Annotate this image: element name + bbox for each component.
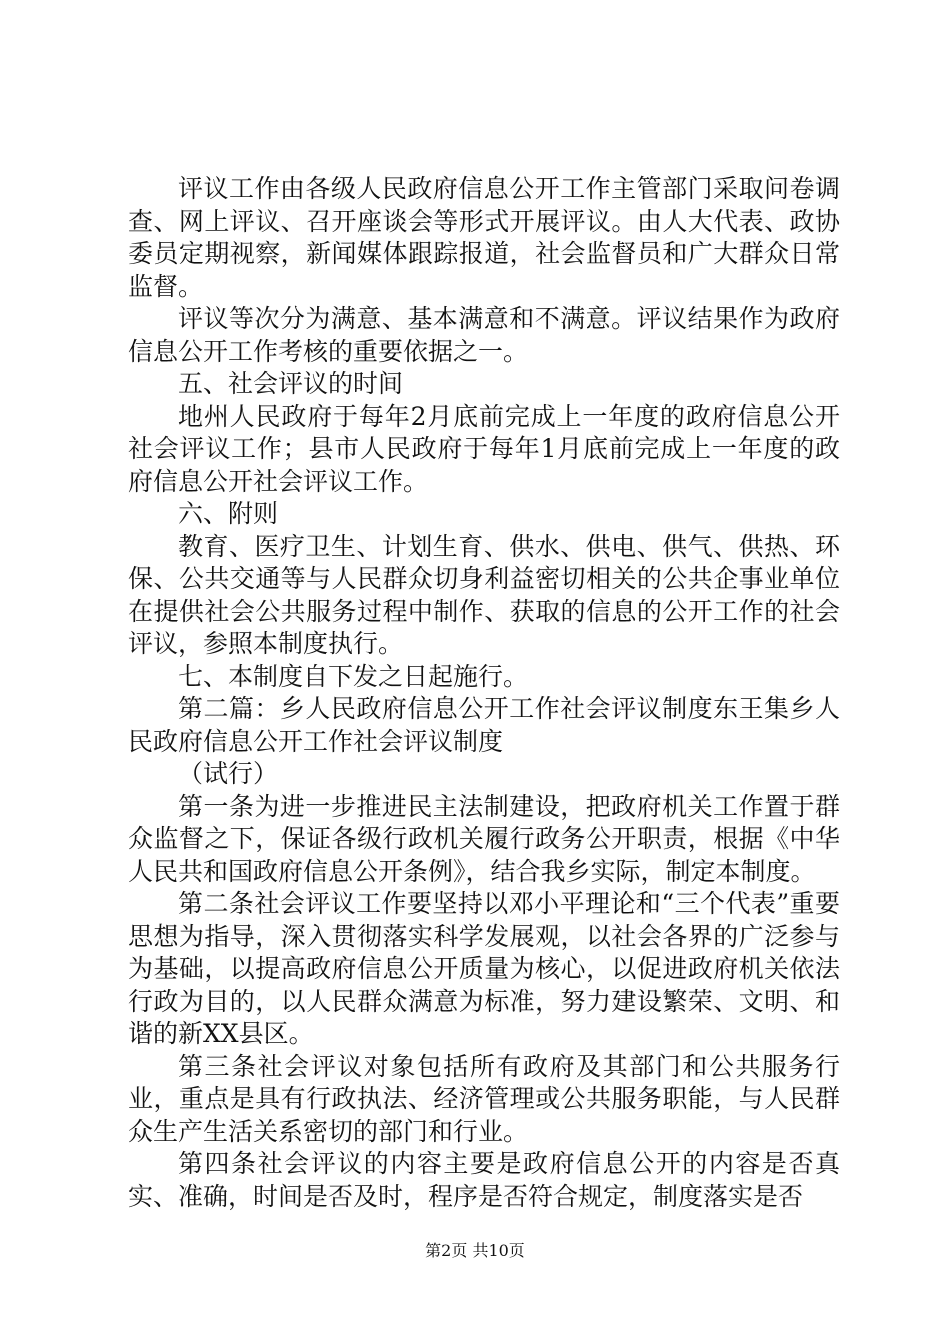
section-heading: 五、社会评议的时间 bbox=[178, 369, 404, 398]
page-number: 第2页 共10页 bbox=[425, 1241, 525, 1260]
paragraph: 第一条为进一步推进民主法制建设，把政府机关工作置于群众监督之下，保证各级行政机关履行政务公开职责，根据《中华人民共和国政府信息公开条例》，结合我乡实际，制定本制度。 bbox=[128, 791, 840, 886]
document-body bbox=[128, 173, 840, 1213]
paragraph: 地州人民政府于每年2月底前完成上一年度的政府信息公开社会评议工作；县市人民政府于每年1月底前完成上一年度的政府信息公开社会评议工作。 bbox=[128, 401, 840, 496]
section-heading: 六、附则 bbox=[178, 499, 279, 528]
paragraph: 教育、医疗卫生、计划生育、供水、供电、供气、供热、环保、公共交通等与人民群众切身利益密切相关的公共企事业单位在提供社会公共服务过程中制作、获取的信息的公开工作的社会评议，参照本制度执行。 bbox=[128, 531, 840, 658]
paragraph: 第四条社会评议的内容主要是政府信息公开的内容是否真实、准确，时间是否及时，程序是否符合规定，制度落实是否 bbox=[128, 1149, 840, 1211]
chapter-title: 第二篇：乡人民政府信息公开工作社会评议制度东王集乡人民政府信息公开工作社会评议制度 bbox=[128, 694, 840, 756]
paragraph: 评议等次分为满意、基本满意和不满意。评议结果作为政府信息公开工作考核的重要依据之一。 bbox=[128, 304, 840, 366]
paragraph: 评议工作由各级人民政府信息公开工作主管部门采取问卷调查、网上评议、召开座谈会等形式开展评议。由人大代表、政协委员定期视察，新闻媒体跟踪报道，社会监督员和广大群众日常监督。 bbox=[128, 174, 840, 301]
paragraph: 七、本制度自下发之日起施行。 bbox=[178, 661, 529, 691]
paragraph: 第三条社会评议对象包括所有政府及其部门和公共服务行业，重点是具有行政执法、经济管理或公共服务职能，与人民群众生产生活关系密切的部门和行业。 bbox=[128, 1051, 840, 1146]
paragraph: 第二条社会评议工作要坚持以邓小平理论和“三个代表”重要思想为指导，深入贯彻落实科学发展观，以社会各界的广泛参与为基础，以提高政府信息公开质量为核心，以促进政府机关依法行政为目的，以人民群众满意为标准，努力建设繁荣、文明、和谐的新XX县区。 bbox=[128, 889, 840, 1048]
chapter-subtitle: （试行） bbox=[178, 759, 279, 788]
